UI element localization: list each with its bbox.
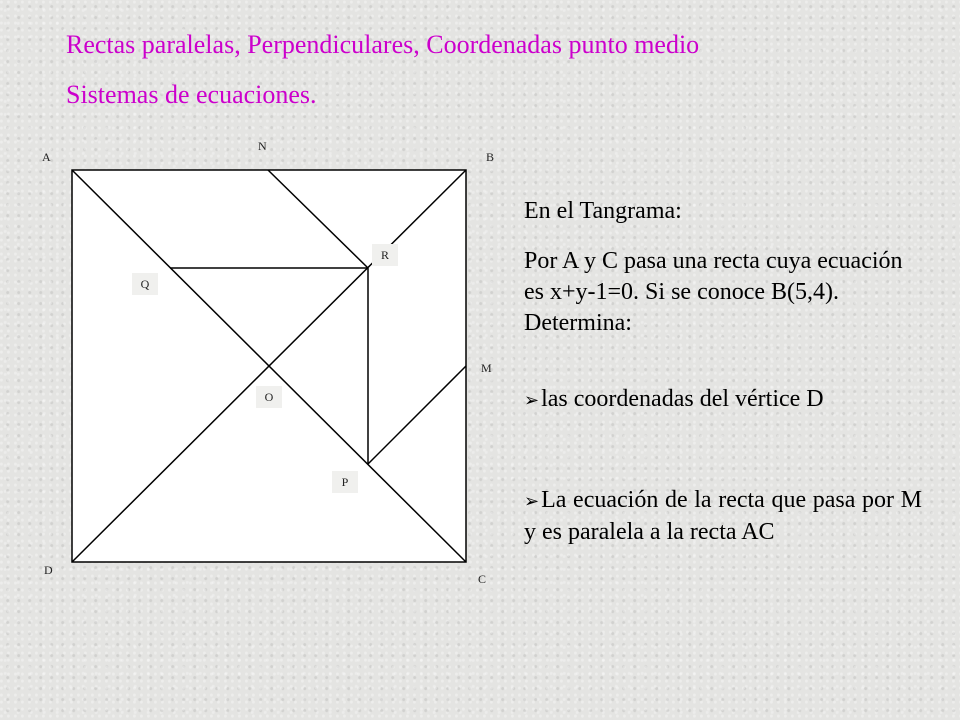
intro-text: En el Tangrama: (524, 198, 682, 224)
slide-title-line-1: Rectas paralelas, Perpendiculares, Coordenadas punto medio (66, 30, 700, 59)
point-label-n: N (258, 139, 267, 153)
arrow-bullet-icon: ➢ (524, 491, 540, 511)
point-label-p: P (332, 471, 358, 493)
bullet-item-line-m (524, 485, 922, 548)
point-label-o: O (256, 386, 282, 408)
vertex-label-d: D (44, 563, 53, 577)
point-label-q: Q (132, 273, 158, 295)
point-label-r: R (372, 244, 398, 266)
vertex-label-c: C (478, 572, 487, 586)
bullet-item-vertex-d (524, 384, 922, 416)
bullet-text: las coordenadas del vértice D (541, 386, 824, 412)
point-label-m: M (481, 361, 492, 375)
bullet-text: La ecuación de la recta que pasa por M y es paralela a la recta AC (524, 487, 922, 545)
problem-text: Por A y C pasa una recta cuya ecuación es x+y-1=0. Si se conoce B(5,4). Determina: (524, 248, 903, 336)
arrow-bullet-icon: ➢ (524, 390, 540, 410)
vertex-label-a: A (42, 150, 51, 164)
slide-title-line-2: Sistemas de ecuaciones. (66, 80, 317, 109)
vertex-label-b: B (486, 150, 495, 164)
